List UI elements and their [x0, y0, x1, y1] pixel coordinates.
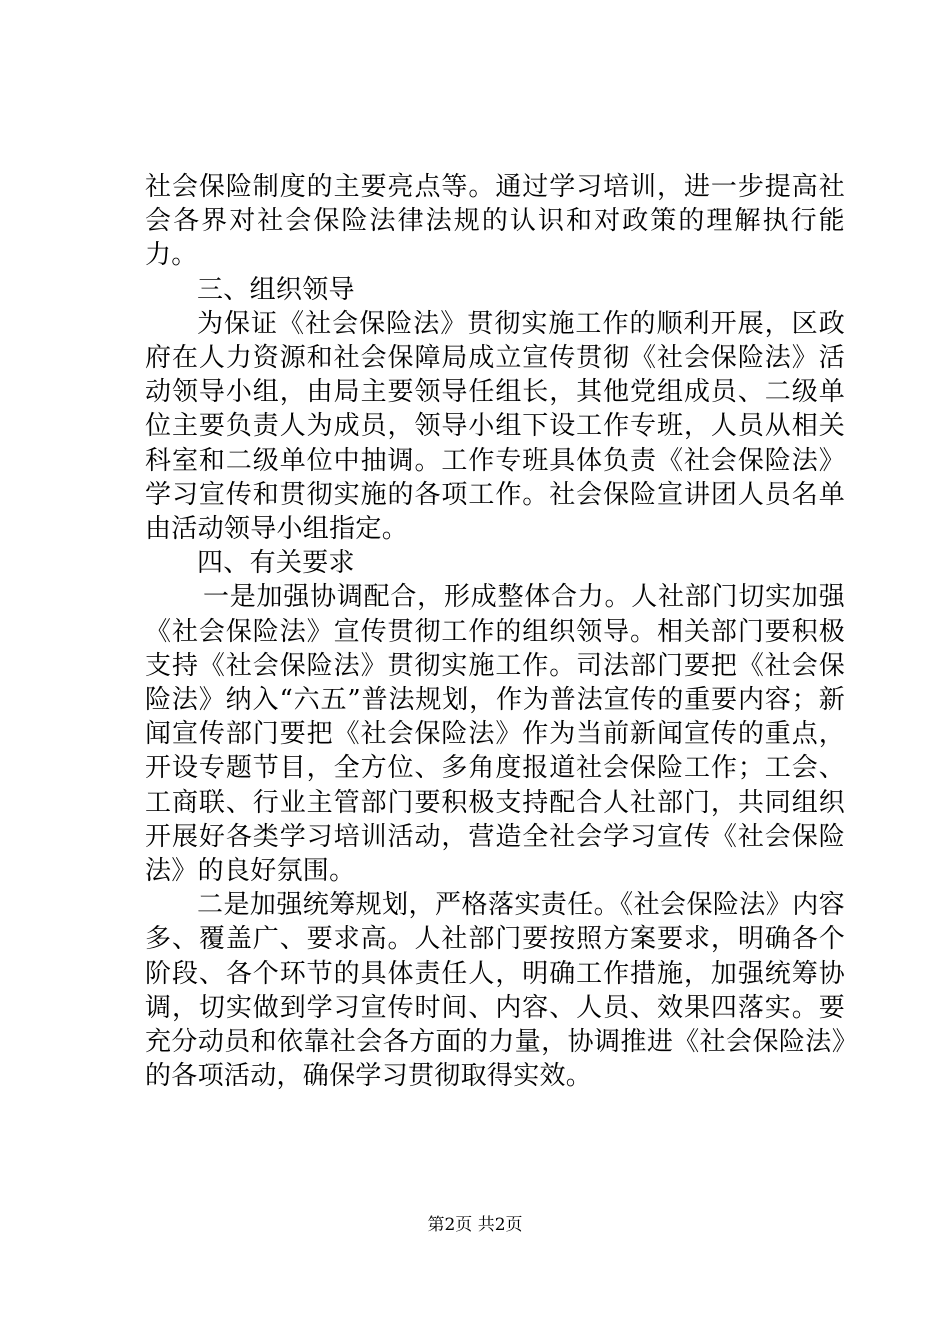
- document-body: [145, 170, 845, 1093]
- paragraph-continuation: 社会保险制度的主要亮点等。通过学习培训，进一步提高社会各界对社会保险法律法规的认识和对政策的理解执行能力。: [145, 172, 845, 271]
- page-number-footer: 第2页 共2页: [427, 1215, 523, 1235]
- paragraph-requirement-one: 一是加强协调配合，形成整体合力。人社部门切实加强《社会保险法》宣传贯彻工作的组织领导。相关部门要积极支持《社会保险法》贯彻实施工作。司法部门要把《社会保险法》纳入“六五”普法规划，作为普法宣传的重要内容；新闻宣传部门要把《社会保险法》作为当前新闻宣传的重点，开设专题节目，全方位、多角度报道社会保险工作；工会、工商联、行业主管部门要积极支持配合人社部门，共同组织开展好各类学习培训活动，营造全社会学习宣传《社会保险法》的良好氛围。: [145, 582, 845, 887]
- section-heading-organization: 三、组织领导: [197, 274, 355, 305]
- section-heading-requirements: 四、有关要求: [197, 548, 355, 579]
- paragraph-organization: 为保证《社会保险法》贯彻实施工作的顺利开展，区政府在人力资源和社会保障局成立宣传贯彻《社会保险法》活动领导小组，由局主要领导任组长，其他党组成员、二级单位主要负责人为成员，领导小组下设工作专班，人员从相关科室和二级单位中抽调。工作专班具体负责《社会保险法》学习宣传和贯彻实施的各项工作。社会保险宣讲团人员名单由活动领导小组指定。: [145, 308, 845, 545]
- paragraph-requirement-two: 二是加强统筹规划，严格落实责任。《社会保险法》内容多、覆盖广、要求高。人社部门要按照方案要求，明确各个阶段、各个环节的具体责任人，明确工作措施，加强统筹协调，切实做到学习宣传时间、内容、人员、效果四落实。要充分动员和依靠社会各方面的力量，协调推进《社会保险法》的各项活动，确保学习贯彻取得实效。: [145, 890, 845, 1092]
